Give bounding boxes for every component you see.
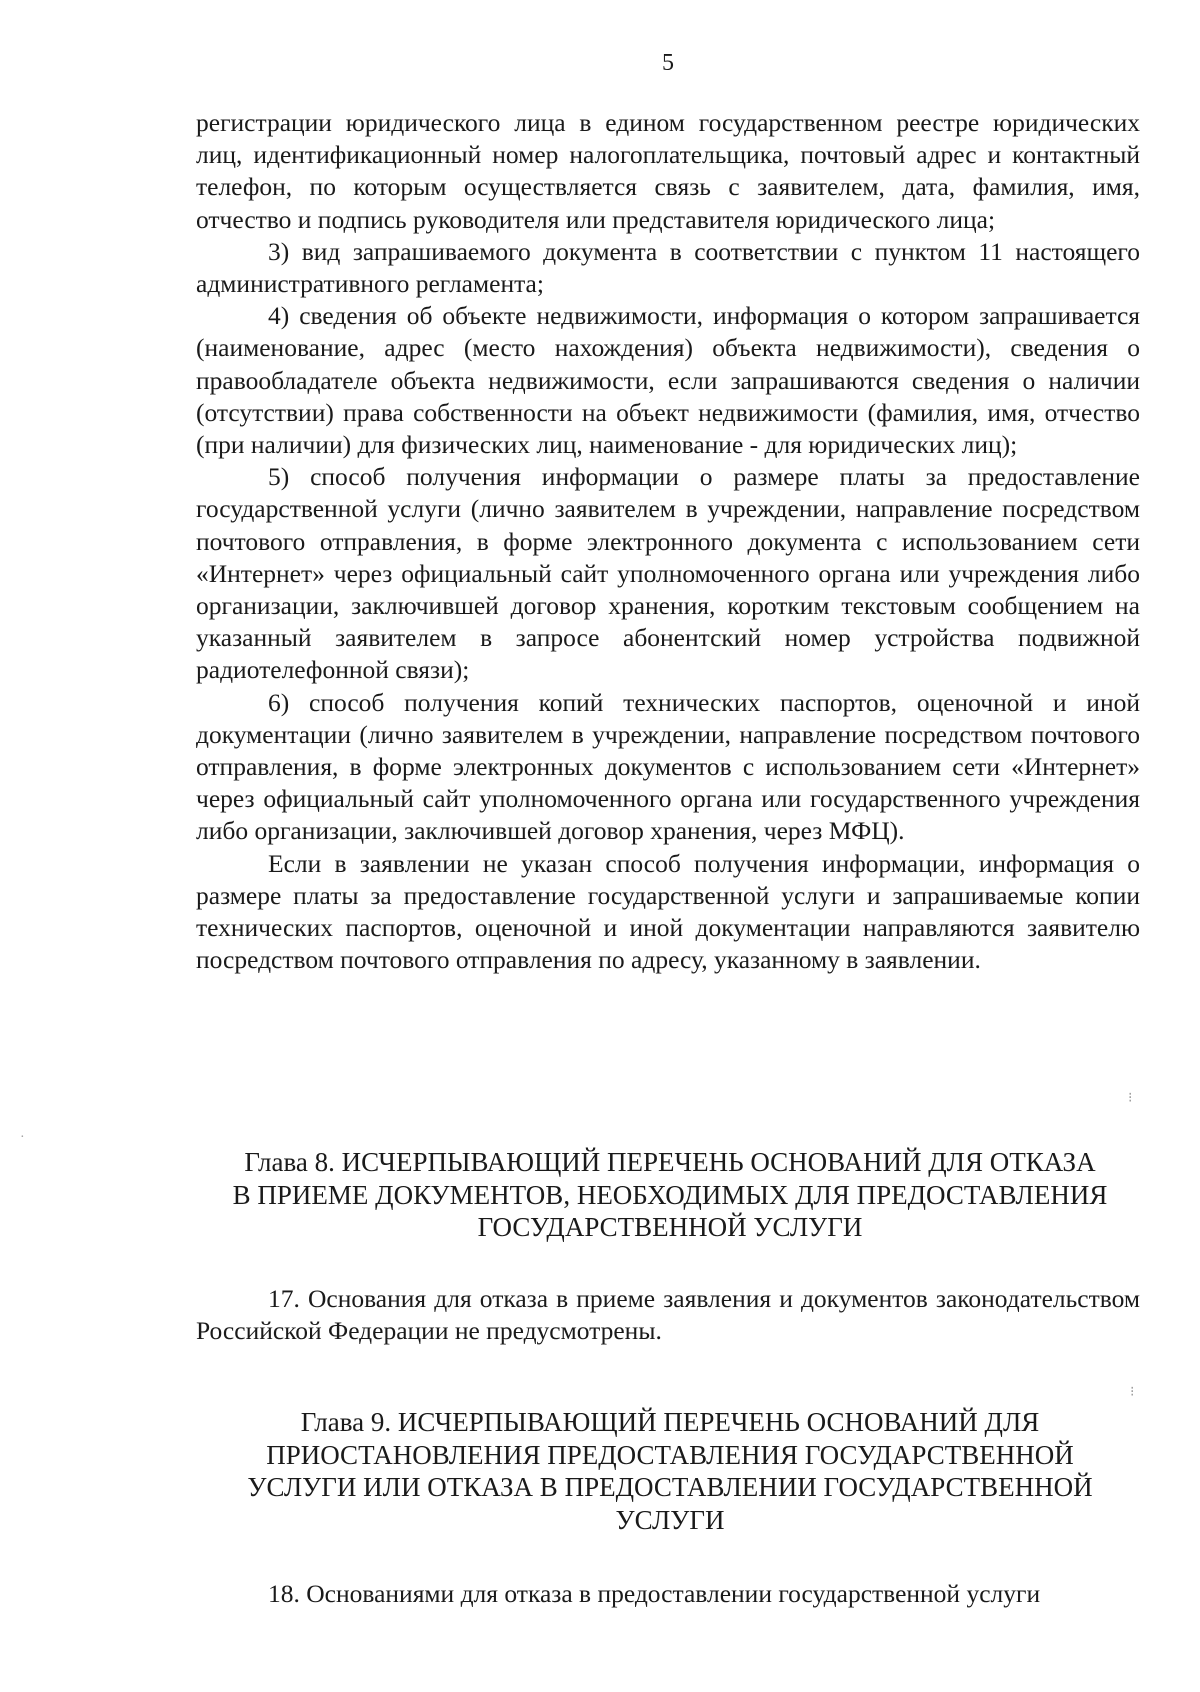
scan-artifact-mark: ⁝ bbox=[1128, 1091, 1133, 1106]
paragraph-item-3: 3) вид запрашиваемого документа в соответствии с пунктом 11 настоящего административного регламента; bbox=[196, 236, 1140, 299]
scan-artifact-mark: · bbox=[20, 1130, 25, 1145]
chapter-8-title-line: Глава 8. ИСЧЕРПЫВАЮЩИЙ ПЕРЕЧЕНЬ ОСНОВАНИЙ ДЛЯ ОТКАЗА bbox=[244, 1147, 1096, 1177]
paragraph-item-4: 4) сведения об объекте недвижимости, информация о котором запрашивается (наименование, адрес (место нахождения) объекта недвижимости), сведения о правообладателе объекта недвижимости, если запрашиваются сведения о наличии (отсутствии) права собственности на объект недвижимости (фамилия, имя, отчество (при наличии) для физических лиц, наименование - для юридических лиц); bbox=[196, 301, 1140, 460]
paragraph-default-delivery: Если в заявлении не указан способ получения информации, информация о размере платы за предоставление государственной услуги и запрашиваемые копии технических паспортов, оценочной и иной документации направляются заявителю посредством почтового отправления по адресу, указанному в заявлении. bbox=[196, 848, 1140, 975]
chapter-9-title-line: Глава 9. ИСЧЕРПЫВАЮЩИЙ ПЕРЕЧЕНЬ ОСНОВАНИЙ ДЛЯ bbox=[300, 1407, 1040, 1437]
chapter-9-title bbox=[190, 1406, 1150, 1536]
text-block-main bbox=[196, 107, 1140, 976]
chapter-9-title-line: УСЛУГИ bbox=[615, 1504, 725, 1535]
page-number: 5 bbox=[662, 50, 674, 76]
chapter-8-title-line: В ПРИЕМЕ ДОКУМЕНТОВ, НЕОБХОДИМЫХ ДЛЯ ПРЕДОСТАВЛЕНИЯ bbox=[232, 1179, 1108, 1210]
scan-artifact-mark: ⁝ bbox=[1130, 1385, 1135, 1400]
text-block-point-17 bbox=[196, 1283, 1140, 1347]
paragraph-applicant-details: регистрации юридического лица в едином государственном реестре юридических лиц, идентификационный номер налогоплательщика, почтовый адрес и контактный телефон, по которым осуществляется связь с заявителем, дата, фамилия, имя, отчество и подпись руководителя или представителя юридического лица; bbox=[196, 108, 1140, 234]
chapter-8-title bbox=[190, 1146, 1150, 1244]
chapter-9-title-line: ПРИОСТАНОВЛЕНИЯ ПРЕДОСТАВЛЕНИЯ ГОСУДАРСТВЕННОЙ bbox=[266, 1439, 1074, 1470]
paragraph-item-5: 5) способ получения информации о размере платы за предоставление государственной услуги (лично заявителем в учреждении, направление посредством почтового отправления, в форме электронного документа с использованием сети «Интернет» через официальный сайт уполномоченного органа или учреждения либо организации, заключившей договор хранения, коротким текстовым сообщением на указанный заявителем в запросе абонентский номер устройства подвижной радиотелефонной связи); bbox=[196, 462, 1140, 685]
chapter-9-title-line: УСЛУГИ ИЛИ ОТКАЗА В ПРЕДОСТАВЛЕНИИ ГОСУДАРСТВЕННОЙ bbox=[247, 1472, 1093, 1502]
paragraph-point-17: 17. Основания для отказа в приеме заявления и документов законодательством Российской Федерации не предусмотрены. bbox=[196, 1284, 1140, 1346]
paragraph-item-6: 6) способ получения копий технических паспортов, оценочной и иной документации (лично заявителем в учреждении, направление посредством почтового отправления, в форме электронных документов с использованием сети «Интернет» через официальный сайт уполномоченного органа или государственного учреждения либо организации, заключившей договор хранения, через МФЦ). bbox=[196, 687, 1140, 846]
text-block-point-18 bbox=[196, 1578, 1140, 1610]
chapter-8-title-line: ГОСУДАРСТВЕННОЙ УСЛУГИ bbox=[477, 1212, 863, 1242]
paragraph-point-18: 18. Основаниями для отказа в предоставлении государственной услуги bbox=[268, 1579, 1041, 1608]
